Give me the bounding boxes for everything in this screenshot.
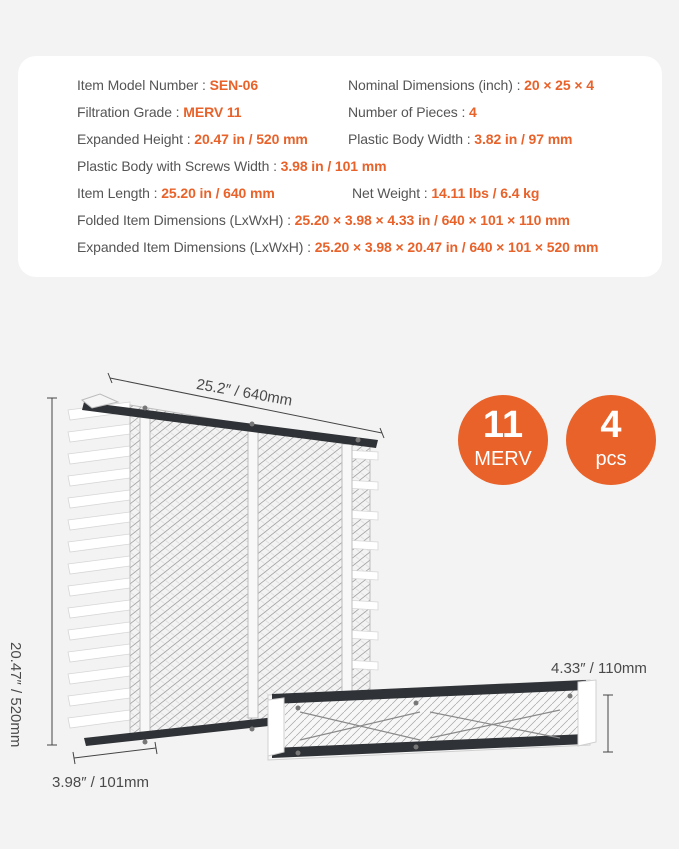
side-height-dimension-line	[47, 398, 57, 745]
spec-expanded-height: Expanded Height : 20.47 in / 520 mm	[77, 131, 308, 147]
bottom-depth-label: 3.98″ / 101mm	[52, 774, 150, 791]
spec-expanded-dimensions: Expanded Item Dimensions (LxWxH) : 25.20 × 3.98 × 20.47 in / 640 × 101 × 520 mm	[77, 239, 599, 255]
pieces-number: 4	[600, 404, 622, 446]
folded-height-label: 4.33″ / 110mm	[551, 660, 647, 677]
folded-filter	[268, 680, 596, 760]
pieces-badge	[566, 395, 656, 485]
pieces-text: pcs	[595, 448, 627, 470]
spec-model-number: Item Model Number : SEN-06	[77, 77, 259, 93]
merv-number: 11	[482, 404, 524, 446]
merv-text: MERV	[474, 448, 532, 470]
spec-filtration-grade: Filtration Grade : MERV 11	[77, 104, 242, 120]
spec-folded-dimensions: Folded Item Dimensions (LxWxH) : 25.20 × 3.98 × 4.33 in / 640 × 101 × 110 mm	[77, 212, 570, 228]
folded-height-dimension-line	[603, 695, 613, 752]
bottom-depth-dimension-line	[73, 742, 157, 764]
merv-badge	[458, 395, 548, 485]
spec-number-of-pieces: Number of Pieces : 4	[348, 104, 477, 120]
spec-nominal-dimensions: Nominal Dimensions (inch) : 20 × 25 × 4	[348, 77, 594, 93]
side-height-label: 20.47″ / 520mm	[7, 642, 24, 748]
spec-screws-width: Plastic Body with Screws Width : 3.98 in / 101 mm	[77, 158, 387, 174]
spec-net-weight: Net Weight : 14.11 lbs / 6.4 kg	[352, 185, 540, 201]
spec-item-length: Item Length : 25.20 in / 640 mm	[77, 185, 275, 201]
spec-plastic-body-width: Plastic Body Width : 3.82 in / 97 mm	[348, 131, 573, 147]
top-width-label: 25.2″ / 640mm	[195, 376, 294, 410]
